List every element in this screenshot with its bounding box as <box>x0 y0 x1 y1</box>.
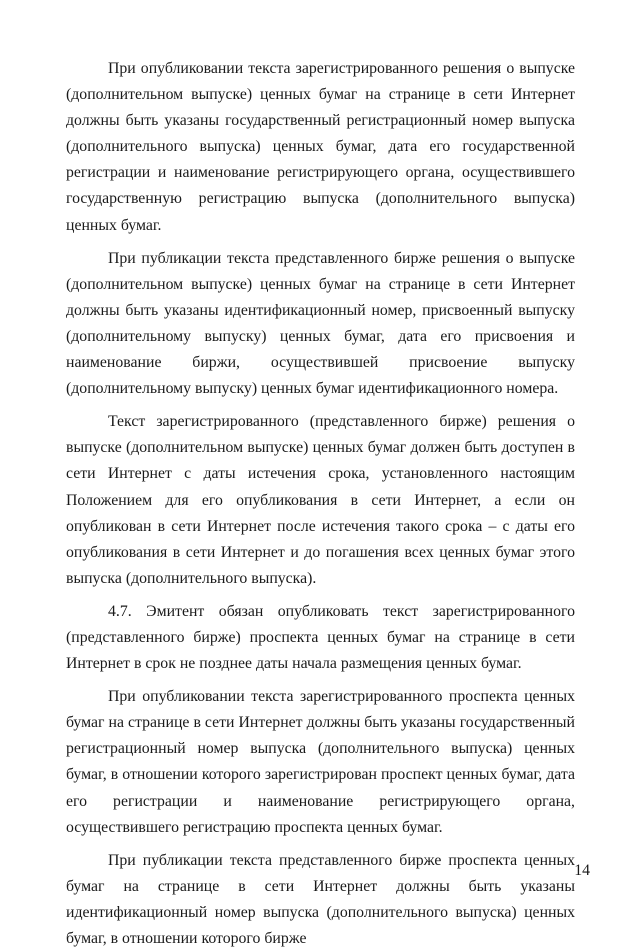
body-text <box>66 56 575 952</box>
paragraph-exchange-decision-publication: При публикации текста представленного бирже решения о выпуске (дополнительном выпуске) ценных бумаг на странице в сети Интернет должны быть указаны идентификационный номер, присвоенный выпуску (дополнительному выпуску) ценных бумаг, дата его присвоения и наименование биржи, осуществившей присвоение выпуску (дополнительному выпуску) ценных бумаг идентификационного номера. <box>66 249 575 398</box>
paragraph-decision-availability: Текст зарегистрированного (представленного бирже) решения о выпуске (дополнительном выпуске) ценных бумаг должен быть доступен в сети Интернет с даты истечения срока, установленного настоящим Положением для его опубликования в сети Интернет, а если он опубликован в сети Интернет после истечения такого срока – с даты его опубликования в сети Интернет и до погашения всех ценных бумаг этого выпуска (дополнительного выпуска). <box>66 413 575 587</box>
page-number: 14 <box>574 862 590 879</box>
paragraph-registered-prospectus-publication: При опубликовании текста зарегистрированного проспекта ценных бумаг на странице в сети Интернет должны быть указаны государственный регистрационный номер выпуска (дополнительного выпуска) ценных бумаг, в отношении которого зарегистрирован проспект ценных бумаг, дата его регистрации и наименование регистрирующего органа, осуществившего регистрацию проспекта ценных бумаг. <box>66 688 575 836</box>
paragraph-section-4-7: 4.7. Эмитент обязан опубликовать текст зарегистрированного (представленного бирже) проспекта ценных бумаг на странице в сети Интернет в срок не позднее даты начала размещения ценных бумаг. <box>66 602 575 673</box>
paragraph-registered-decision-publication: При опубликовании текста зарегистрированного решения о выпуске (дополнительном выпуске) ценных бумаг на странице в сети Интернет должны быть указаны государственный регистрационный номер выпуска (дополнительного выпуска) ценных бумаг, дата его государственной регистрации и наименование регистрирующего органа, осуществившего государственную регистрацию выпуска (дополнительного выпуска) ценных бумаг. <box>66 60 575 234</box>
paragraph-exchange-prospectus-publication: При публикации текста представленного бирже проспекта ценных бумаг на странице в сети Интернет должны быть указаны идентификационный номер выпуска (дополнительного выпуска) ценных бумаг, в отношении которого бирже <box>66 851 575 947</box>
